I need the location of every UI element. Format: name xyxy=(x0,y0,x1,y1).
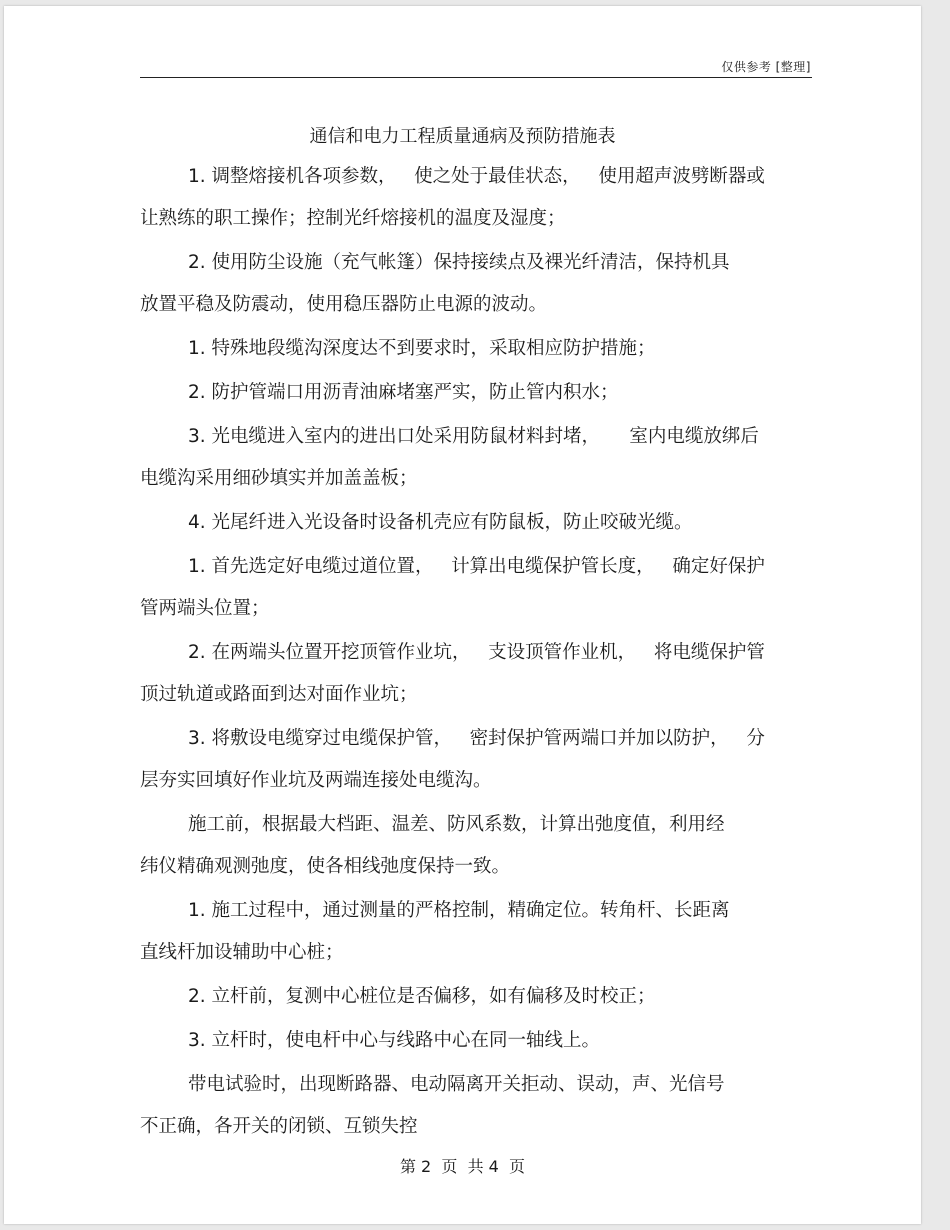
paragraph xyxy=(140,156,820,240)
paragraph xyxy=(140,546,820,630)
paragraph xyxy=(140,976,820,1018)
paragraph xyxy=(140,328,820,370)
paragraph-line: 管两端头位置； xyxy=(140,598,270,619)
paragraph xyxy=(140,372,820,414)
paragraph-line: 层夯实回填好作业坑及两端连接处电缆沟。 xyxy=(140,770,492,791)
paragraph-line: 直线杆加设辅助中心桩； xyxy=(140,942,344,963)
paragraph-line: 顶过轨道或路面到达对面作业坑； xyxy=(140,684,418,705)
paragraph-line: 1. 特殊地段缆沟深度达不到要求时，采取相应防护措施； xyxy=(188,338,656,359)
document-title: 通信和电力工程质量通病及预防措施表 xyxy=(309,126,616,147)
paragraph xyxy=(140,242,820,326)
paragraph-line: 1. 施工过程中，通过测量的严格控制，精确定位。转角杆、长距离 xyxy=(188,900,730,921)
paragraph-line: 1. 首先选定好电缆过道位置， 计算出电缆保护管长度， 确定好保护 xyxy=(188,556,765,577)
paragraph xyxy=(140,890,820,974)
paragraph-line: 3. 将敷设电缆穿过电缆保护管， 密封保护管两端口并加以防护， 分 xyxy=(188,728,765,749)
paragraph xyxy=(140,632,820,716)
paragraph-line: 1. 调整熔接机各项参数， 使之处于最佳状态， 使用超声波劈断器或 xyxy=(188,166,765,187)
page-number: 第 2 页 共 4 页 xyxy=(399,1157,526,1176)
header-note: 仅供参考 [整理] xyxy=(721,60,811,74)
paragraph xyxy=(140,502,820,544)
header-rule xyxy=(140,77,812,78)
paragraph-line: 3. 立杆时，使电杆中心与线路中心在同一轴线上。 xyxy=(188,1030,601,1051)
paragraph-line: 纬仪精确观测弛度，使各相线弛度保持一致。 xyxy=(140,856,511,877)
paragraph xyxy=(140,416,820,500)
paragraph-line: 2. 使用防尘设施（充气帐篷）保持接续点及裸光纤清洁，保持机具 xyxy=(188,252,730,273)
paragraph-line: 2. 立杆前，复测中心桩位是否偏移，如有偏移及时校正； xyxy=(188,986,656,1007)
paragraph xyxy=(140,804,820,888)
paragraph-line: 不正确，各开关的闭锁、互锁失控 xyxy=(140,1116,418,1137)
paragraph-line: 让熟练的职工操作；控制光纤熔接机的温度及湿度； xyxy=(140,208,566,229)
paragraph-line: 4. 光尾纤进入光设备时设备机壳应有防鼠板，防止咬破光缆。 xyxy=(188,512,693,533)
paragraph-line: 2. 防护管端口用沥青油麻堵塞严实，防止管内积水； xyxy=(188,382,619,403)
paragraph-line: 电缆沟采用细砂填实并加盖盖板； xyxy=(140,468,418,489)
paragraph-line: 带电试验时，出现断路器、电动隔离开关拒动、误动，声、光信号 xyxy=(188,1074,725,1095)
document-page xyxy=(4,6,921,1224)
paragraph-line: 2. 在两端头位置开挖顶管作业坑， 支设顶管作业机， 将电缆保护管 xyxy=(188,642,765,663)
paragraph xyxy=(140,1020,820,1062)
paragraph xyxy=(140,1064,820,1148)
paragraph xyxy=(140,718,820,802)
paragraph-line: 放置平稳及防震动，使用稳压器防止电源的波动。 xyxy=(140,294,548,315)
document-body xyxy=(140,156,820,1150)
paragraph-line: 施工前，根据最大档距、温差、防风系数，计算出弛度值，利用经 xyxy=(188,814,725,835)
paragraph-line: 3. 光电缆进入室内的进出口处采用防鼠材料封堵， 室内电缆放绑后 xyxy=(188,426,759,447)
